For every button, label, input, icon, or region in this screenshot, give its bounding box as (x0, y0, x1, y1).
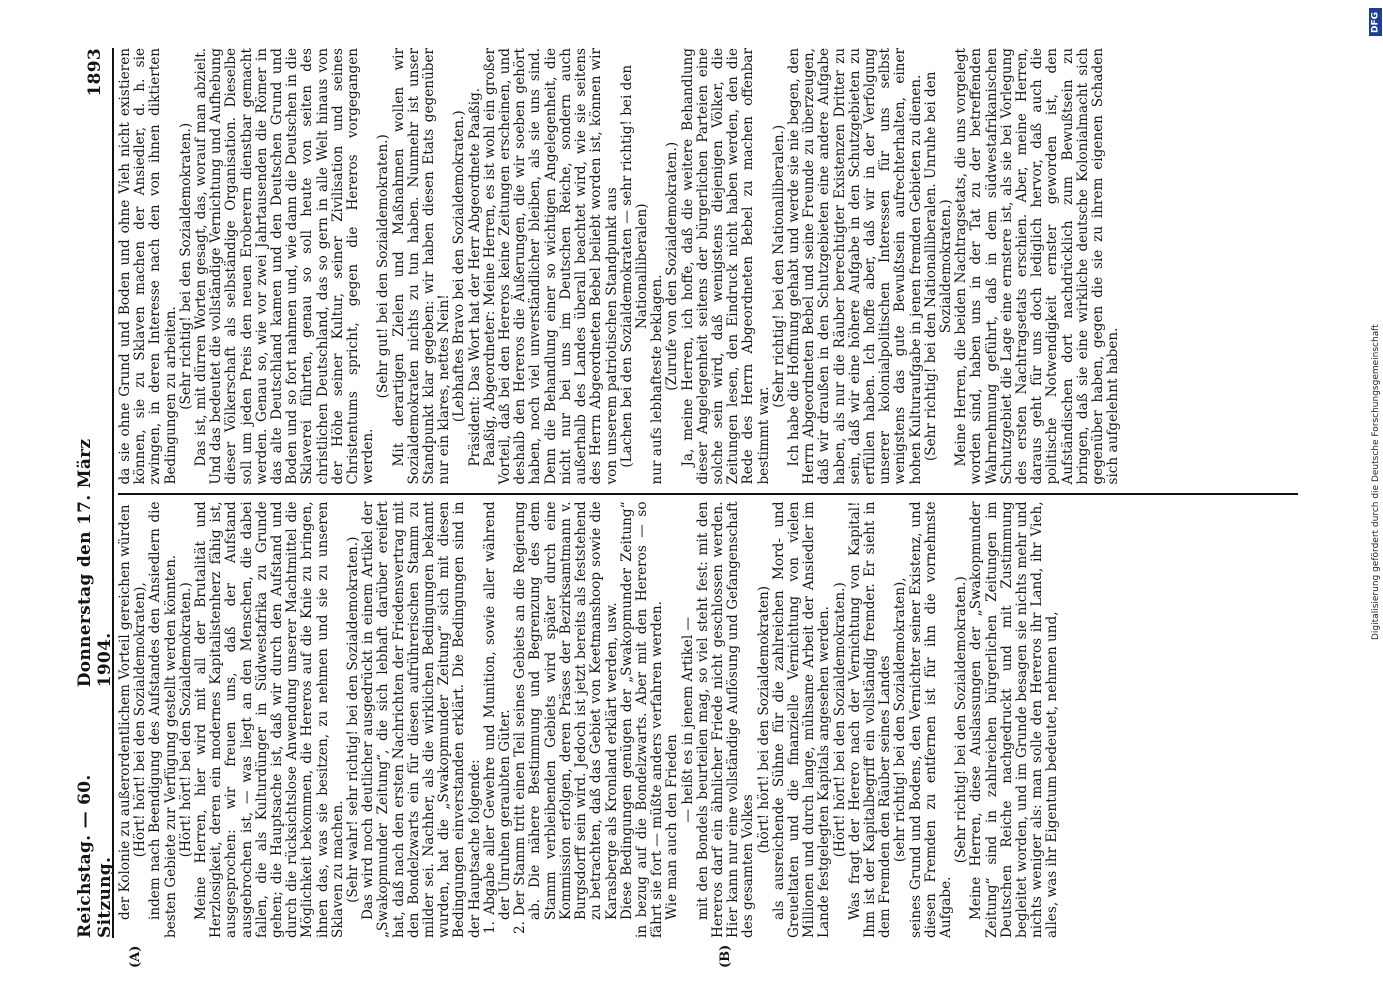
paragraph: (Sehr wahr! sehr richtig! bei den Sozialdemokraten.) (345, 536, 362, 903)
paragraph: (Sehr richtig! bei den Sozialdemokraten.) (177, 122, 194, 410)
paragraph: Ich habe die Hoffnung gehabt und werde sie nie begen, den Herrn Abgeordneten Bebel und seine Freunde zu überzeugen, daß wir draußen in den Schutzgebieten eine andere Aufgabe haben, als nur die Räuber berechtigter Existenzen Dritter zu sein, daß wir eine höhere Aufgabe in den Schutzgebieten zu erfüllen haben. Ich hoffe aber, daß wir in der Verfolgung unserer kolonialpolitischen Interessen für uns selbst wenigstens das gute Bewußtsein aufrechterhalten, einer hohen Kulturaufgabe in jenen fremden Gebieten zu dienen. (785, 47, 924, 485)
header-center: Donnerstag den 17. März 1904. (75, 438, 115, 688)
dfg-logo: DFG (1369, 8, 1382, 36)
paragraph: (Hört! hört! bei den Sozialdemokraten.) (177, 582, 194, 858)
right-column (118, 48, 1298, 485)
paragraph: (Lebhaftes Bravo bei den Sozialdemokraten.) (451, 110, 468, 423)
paragraph: (Sehr richtig! bei den Nationalliberalen.) (770, 124, 787, 408)
paragraph: seines Grund und Bodens, den Vernichter seiner Existenz, und diesen Fremden zu entfernen ist für ihn die vornehmste Aufgabe. (907, 501, 954, 938)
paragraph: (Hört! hört! bei den Sozialdemokraten), (132, 582, 149, 858)
header-left: Reichstag. — 60. Sitzung. (75, 774, 115, 938)
paragraph: Präsident: Das Wort hat der Herr Abgeordnete Paaßig. (466, 87, 483, 467)
paragraph: — heißt es in jenem Artikel — (679, 616, 696, 823)
paragraph: der Kolonie zu außerordentlichem Vorteil gereichen würden (117, 504, 133, 920)
paragraph: Meine Herren, die beiden Nachtragsetats, die uns vorgelegt worden sind, haben uns in der Tat zu der betreffenden Wahrnehmung geführt, daß in dem südwestafrikanischen Schutzgebiet die Lage eine ernstere ist, als sie bei Vorlegung des ersten Nachtragsetats erschien. Aber, meine Herren, daraus geht für uns doch lediglich hervor, daß auch die politische Notwendigkeit ernster geworden ist, den Aufständischen dort nachdrücklich zum Bewußtsein zu bringen, daß sie eine wirkliche deutsche Kolonialmacht sich gegenüber haben, gegen die sie zu ihrem eigenen Schaden sich aufgelehnt haben. (953, 47, 1122, 485)
margin-marker-a: (A) (128, 945, 143, 968)
text-columns (117, 47, 1298, 968)
paragraph: Meine Herren, hier wird mit all der Brutalität und Herzlosigkeit, deren ein modernes Kapitalistenherz fähig ist, ausgesprochen: wir freuen uns, daß der Aufstand ausgebrochen ist, — was liegt an den Menschen, die dabei fallen, die als Kulturdünger in Südwestafrika zu Grunde gehen; die Hauptsache ist, daß wir durch den Aufstand und durch die rücksichtslose Anwendung unserer Machtmittel die Möglichkeit bekommen, die Hereros auf die Knie zu bringen, ihnen das, was sie besitzen, zu nehmen und sie zu unseren Sklaven zu machen. (193, 501, 346, 938)
paragraph: mit den Bondels beurteilen mag, so viel steht fest: mit den Hereros darf ein ähnlicher Friede nicht geschlossen werden. Hier kann nur eine vollständige Auflösung und Gefangenschaft des gesamten Volkes (694, 501, 757, 938)
paragraph: (Sehr richtig! bei den Nationalliberalen. Unruhe bei den Sozialdemokraten.) (922, 71, 954, 462)
paragraph: Meine Herren, diese Auslassungen der „Swakopmunder Zeitung“ sind in zahlreichen bürgerlichen Zeitungen im Deutschen Reiche nachgedruckt und mit Zustimmung begleitet worden, und im Grunde besagen sie nichts mehr und nichts weniger als: man solle den Hereros ihr Land, ihr Vieh, alles, was ihr Eigentum bedeutet, nehmen und, (968, 501, 1061, 938)
page-header (75, 48, 115, 938)
digitization-credit: Digitalisierung gefördert durch die Deutsche Forschungsgemeinschaft (1371, 324, 1381, 640)
paragraph: Ja, meine Herren, ich hoffe, daß die weitere Behandlung dieser Angelegenheit seitens der bürgerlichen Parteien eine solche sein wird, daß wenigstens diejenigen Völker, die Zeitungen lesen, den Eindruck nicht haben werden, den die Rede des Herrn Abgeordneten Bebel zu machen offenbar bestimmt war. (679, 47, 772, 485)
paragraph: (hört! hört! bei den Sozialdemokraten) (755, 585, 772, 854)
paragraph: Wie man auch den Frieden (664, 734, 681, 920)
paragraph: (Sehr gut! bei den Sozialdemokraten.) (375, 134, 392, 399)
paragraph: (Zurufe von den Sozialdemokraten.) (664, 141, 681, 391)
paragraph: da sie ohne Grund und Boden und ohne Vieh nicht existieren können, sie zu Sklaven machen der Ansiedler, d. h. sie zwingen, in deren Interesse nach den von ihnen diktierten Bedingungen zu arbeiten. (117, 47, 179, 485)
paragraph: Das ist, mit dürren Worten gesagt, das, worauf man abzielt. Und das bedeutet die vollständige Vernichtung und Aufhebung dieser Völkerschaft als selbständige Organisation. Dieselbe soll um jeden Preis den neuen Eroberern dienstbar gemacht werden. Genau so, wie vor zwei Jahrtausenden die Römer in das alte Deutschland kamen und den Deutschen Grund und Boden und so fort nahmen und, wie dann die Deutschen in die Sklaverei führten, genau so soll heute von seiten des christlichen Deutschland, das so gern in alle Welt hinaus von der Höhe seiner Kultur, seiner Zivilisation und seines Christentums spricht, gegen die Hereros vorgegangen werden. (193, 47, 377, 485)
rotated-page (75, 47, 1312, 968)
paragraph: 1. Abgabe aller Gewehre und Munition, sowie aller während der Unruhen geraubten Güter. (481, 501, 514, 934)
margin-marker-b: (B) (718, 944, 733, 968)
paragraph: (Sehr richtig! bei den Sozialdemokraten.) (953, 576, 970, 864)
paragraph: nur aufs lebhafteste beklagen. (649, 274, 666, 485)
page-number: 1893 (85, 48, 105, 97)
paragraph: als ausreichende Sühne für die zahlreichen Mord- und Greueltaten und die finanzielle Vernichtung von vielen Millionen und durch lange, mühsame Arbeit der Ansiedler im Lande festgelegten Kapitals angesehen werden. (770, 501, 833, 938)
column-divider (118, 491, 1298, 496)
paragraph: 2. Der Stamm tritt einen Teil seines Gebiets an die Regierung ab. Die nähere Bestimmung und Begrenzung des dem Stamm verbleibenden Gebiets wird später durch eine Kommission erfolgen, deren Präses der Bezirksamtmann v. Burgsdorff sein wird. Jedoch ist jetzt bereits als feststehend zu betrachten, daß das Gebiet von Keetmanshoop sowie die Karasberge als Kronland erklärt werden, usw. (512, 501, 620, 934)
paragraph: Paaßig, Abgeordneter: Meine Herren, es ist wohl ein großer Vorteil, daß bei den Hereros keine Zeitungen erscheinen, und deshalb den Hereros die Äußerungen, die wir soeben gehört haben, noch viel unverständlicher bleiben, als sie uns sind. Denn die Behandlung einer so wichtigen Angelegenheit, die nicht nur bei uns im Deutschen Reiche, sondern auch außerhalb des Landes überall beachtet wird, wie sie seitens des Herrn Abgeordneten Bebel beliebt worden ist, können wir von unserem patriotischen Standpunkt aus (481, 47, 620, 485)
paragraph: indem nach Beendigung des Aufstandes den Ansiedlern die besten Gebiete zur Verfügung gestellt werden könnten. (147, 501, 179, 938)
paragraph: Was fragt der Herero nach der Vernichtung von Kapital! Ihm ist der Kapitalbegriff ein vollständig fremder. Er sieht in dem Fremden den Räuber seines Landes (846, 501, 894, 938)
paragraph: (Lachen bei den Sozialdemokraten — sehr richtig! bei den Nationalliberalen) (618, 64, 650, 468)
left-column (118, 501, 1298, 938)
paragraph: Mit derartigen Zielen und Maßnahmen wollen wir Sozialdemokraten nichts zu tun haben. Nunmehr ist unser Standpunkt klar gegeben: wir haben diesen Etats gegenüber nur ein klares, nettes Nein! (390, 47, 453, 485)
paragraph: Das wird noch deutlicher ausgedrückt in einem Artikel der „Swakopmunder Zeitung“, die sich lebhaft darüber ereifert hat, daß nach den ersten Nachrichten der Friedensvertrag mit den Bondelzwarts ein für diesen aufrührerischen Stamm zu milder sei. Nachher, als die wirklichen Bedingungen bekannt wurden, hat die „Swakopmunder Zeitung“ sich mit diesen Bedingungen einverstanden erklärt. Die Bedingungen sind in der Hauptsache folgende: (360, 501, 483, 938)
paragraph: (sehr richtig! bei den Sozialdemokraten), (892, 577, 909, 863)
paragraph: Diese Bedingungen genügen der „Swakopmunder Zeitung“ in bezug auf die Bondelzwarts. Aber mit den Hereros — so fährt sie fort — müßte anders verfahren werden. (618, 501, 666, 938)
paragraph: (Hört! hört! bei den Sozialdemokraten.) (831, 582, 848, 858)
